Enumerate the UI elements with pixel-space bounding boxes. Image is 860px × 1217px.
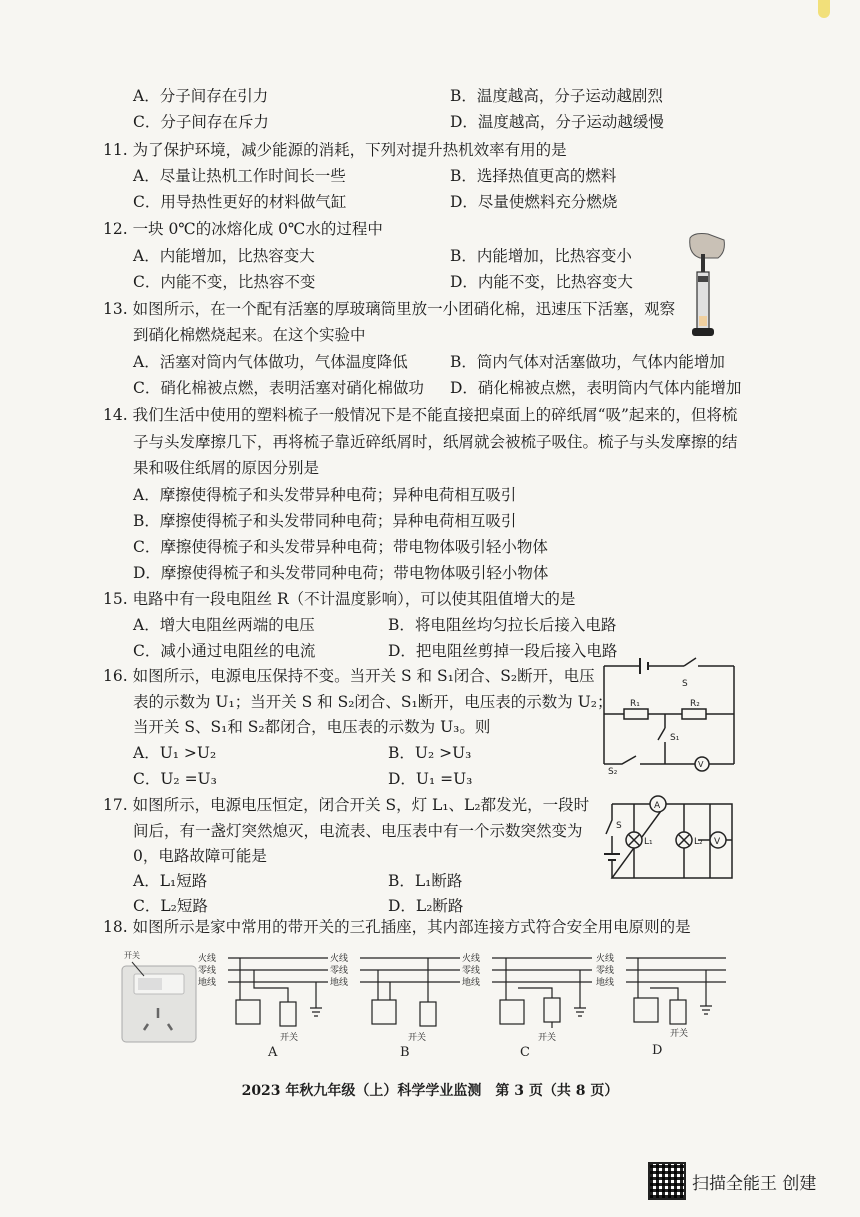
q10-option-c: C．分子间存在斥力 bbox=[133, 113, 269, 131]
q12-option-b: B．内能增加，比热容变小 bbox=[450, 247, 632, 265]
q17-option-a: A．L₁短路 bbox=[133, 872, 208, 890]
q15-option-d: D．把电阻丝剪掉一段后接入电路 bbox=[388, 642, 618, 660]
q12-option-d: D．内能不变，比热容变大 bbox=[450, 273, 633, 291]
watermark-text: 扫描全能王 创建 bbox=[692, 1173, 817, 1194]
q16-label-r2: R₂ bbox=[690, 699, 700, 709]
q17-stem-line3: 0，电路故障可能是 bbox=[133, 847, 267, 865]
q14-stem-line1: 14. 我们生活中使用的塑料梳子一般情况下是不能直接把桌面上的碎纸屑“吸”起来的，但将梳 bbox=[103, 406, 738, 424]
q14-option-a: A．摩擦使得梳子和头发带异种电荷；异种电荷相互吸引 bbox=[133, 486, 517, 504]
q13-option-c: C．硝化棉被点燃，表明活塞对硝化棉做功 bbox=[133, 379, 424, 397]
q15-option-b: B．将电阻丝均匀拉长后接入电路 bbox=[388, 616, 617, 634]
q18-b-ground-label: 地线 bbox=[330, 978, 349, 988]
q16-option-b: B．U₂ >U₃ bbox=[388, 744, 472, 762]
q17-stem-line1: 17. 如图所示，电源电压恒定，闭合开关 S，灯 L₁、L₂都发光，一段时 bbox=[103, 796, 590, 814]
q18-d-fire-label: 火线 bbox=[596, 954, 615, 964]
q16-label-s1: S₁ bbox=[670, 733, 680, 743]
q11-option-a: A．尽量让热机工作时间长一些 bbox=[133, 167, 346, 185]
q18-d-label: D bbox=[652, 1043, 663, 1058]
q14-stem-line3: 果和吸住纸屑的原因分别是 bbox=[133, 459, 320, 477]
q10-option-a: A．分子间存在引力 bbox=[133, 87, 269, 105]
q17-voltmeter-label: V bbox=[714, 837, 721, 847]
q16-stem-line3: 当开关 S、S₁和 S₂都闭合，电压表的示数为 U₃。则 bbox=[133, 718, 491, 736]
q17-label-s: S bbox=[616, 821, 622, 831]
corner-tab bbox=[818, 0, 830, 18]
q14-stem-line2: 子与头发摩擦几下，再将梳子靠近碎纸屑时，纸屑就会被梳子吸住。梳子与头发摩擦的结 bbox=[133, 433, 738, 451]
q17-label-l1: L₁ bbox=[644, 837, 653, 847]
q18-diagram-a bbox=[196, 948, 332, 1058]
q12-option-a: A．内能增加，比热容变大 bbox=[133, 247, 315, 265]
q18-d-switch-label: 开关 bbox=[670, 1029, 689, 1039]
q16-label-s: S bbox=[682, 679, 688, 689]
q16-stem-line1: 16. 如图所示，电源电压保持不变。当开关 S 和 S₁闭合、S₂断开，电压 bbox=[103, 667, 595, 685]
q16-voltmeter-label: V bbox=[698, 760, 704, 769]
q14-option-c: C．摩擦使得梳子和头发带异种电荷；带电物体吸引轻小物体 bbox=[133, 538, 548, 556]
q18-c-label: C bbox=[520, 1045, 530, 1058]
q10-option-b: B．温度越高，分子运动越剧烈 bbox=[450, 87, 663, 105]
q18-d-neutral-label: 零线 bbox=[596, 966, 615, 976]
q16-label-r1: R₁ bbox=[630, 699, 640, 709]
q11-stem: 11. 为了保护环境，减少能源的消耗，下列对提升热机效率有用的是 bbox=[103, 141, 567, 159]
q11-option-b: B．选择热值更高的燃料 bbox=[450, 167, 617, 185]
q11-option-d: D．尽量使燃料充分燃烧 bbox=[450, 193, 618, 211]
q17-stem-line2: 间后，有一盏灯突然熄灭，电流表、电压表中有一个示数突然变为 bbox=[133, 822, 583, 840]
q16-option-c: C．U₂ =U₃ bbox=[133, 770, 217, 788]
q18-a-switch-label: 开关 bbox=[280, 1033, 299, 1043]
q14-option-d: D．摩擦使得梳子和头发带同种电荷；带电物体吸引轻小物体 bbox=[133, 564, 549, 582]
scanner-watermark bbox=[648, 1162, 816, 1200]
q18-b-label: B bbox=[400, 1045, 410, 1058]
q18-a-neutral-label: 零线 bbox=[198, 966, 217, 976]
q18-a-label: A bbox=[268, 1045, 278, 1058]
q18-a-ground-label: 地线 bbox=[198, 978, 217, 988]
q18-diagram-b bbox=[328, 948, 464, 1058]
q10-option-d: D．温度越高，分子运动越缓慢 bbox=[450, 113, 664, 131]
socket-photo-figure bbox=[120, 948, 198, 1044]
q17-option-c: C．L₂短路 bbox=[133, 897, 208, 915]
q17-option-d: D．L₂断路 bbox=[388, 897, 464, 915]
q12-stem: 12. 一块 0℃的冰熔化成 0℃水的过程中 bbox=[103, 220, 383, 238]
q18-c-neutral-label: 零线 bbox=[462, 966, 481, 976]
q17-circuit-figure bbox=[600, 792, 750, 882]
q13-option-b: B．筒内气体对活塞做功，气体内能增加 bbox=[450, 353, 725, 371]
q13-option-a: A．活塞对筒内气体做功，气体温度降低 bbox=[133, 353, 408, 371]
q18-diagram-d bbox=[594, 948, 730, 1058]
q18-c-fire-label: 火线 bbox=[462, 954, 481, 964]
q18-b-switch-label: 开关 bbox=[408, 1033, 427, 1043]
q18-diagram-c bbox=[460, 948, 596, 1058]
q15-stem: 15. 电路中有一段电阻丝 R（不计温度影响），可以使其阻值增大的是 bbox=[103, 590, 576, 608]
qr-code-icon bbox=[648, 1162, 686, 1200]
q18-b-fire-label: 火线 bbox=[330, 954, 349, 964]
q13-stem-line1: 13. 如图所示，在一个配有活塞的厚玻璃筒里放一小团硝化棉，迅速压下活塞，观察 bbox=[103, 300, 676, 318]
q18-b-neutral-label: 零线 bbox=[330, 966, 349, 976]
q13-stem-line2: 到硝化棉燃烧起来。在这个实验中 bbox=[133, 326, 366, 344]
q14-option-b: B．摩擦使得梳子和头发带同种电荷；异种电荷相互吸引 bbox=[133, 512, 517, 530]
q16-label-s2: S₂ bbox=[608, 767, 618, 776]
q18-a-fire-label: 火线 bbox=[198, 954, 217, 964]
q18-c-ground-label: 地线 bbox=[462, 978, 481, 988]
page-footer: 2023 年秋九年级（上）科学学业监测 第 3 页（共 8 页） bbox=[241, 1083, 619, 1099]
q18-c-switch-label: 开关 bbox=[538, 1033, 557, 1043]
q12-option-c: C．内能不变，比热容不变 bbox=[133, 273, 316, 291]
q16-circuit-figure bbox=[600, 656, 740, 776]
q11-option-c: C．用导热性更好的材料做气缸 bbox=[133, 193, 347, 211]
q15-option-c: C．减小通过电阻丝的电流 bbox=[133, 642, 316, 660]
q17-option-b: B．L₁断路 bbox=[388, 872, 463, 890]
q16-stem-line2: 表的示数为 U₁；当开关 S 和 S₂闭合、S₁断开，电压表的示数为 U₂； bbox=[133, 693, 613, 711]
socket-photo-switch-label: 开关 bbox=[124, 951, 140, 960]
q18-d-ground-label: 地线 bbox=[596, 978, 615, 988]
q16-option-a: A．U₁ >U₂ bbox=[133, 744, 217, 762]
q18-stem: 18. 如图所示是家中常用的带开关的三孔插座，其内部连接方式符合安全用电原则的是 bbox=[103, 918, 691, 936]
piston-cylinder-figure bbox=[684, 232, 728, 342]
q16-option-d: D．U₁ =U₃ bbox=[388, 770, 473, 788]
q17-ammeter-label: A bbox=[654, 801, 661, 811]
q17-label-l2: L₂ bbox=[694, 837, 703, 847]
q15-option-a: A．增大电阻丝两端的电压 bbox=[133, 616, 315, 634]
q13-option-d: D．硝化棉被点燃，表明筒内气体内能增加 bbox=[450, 379, 742, 397]
